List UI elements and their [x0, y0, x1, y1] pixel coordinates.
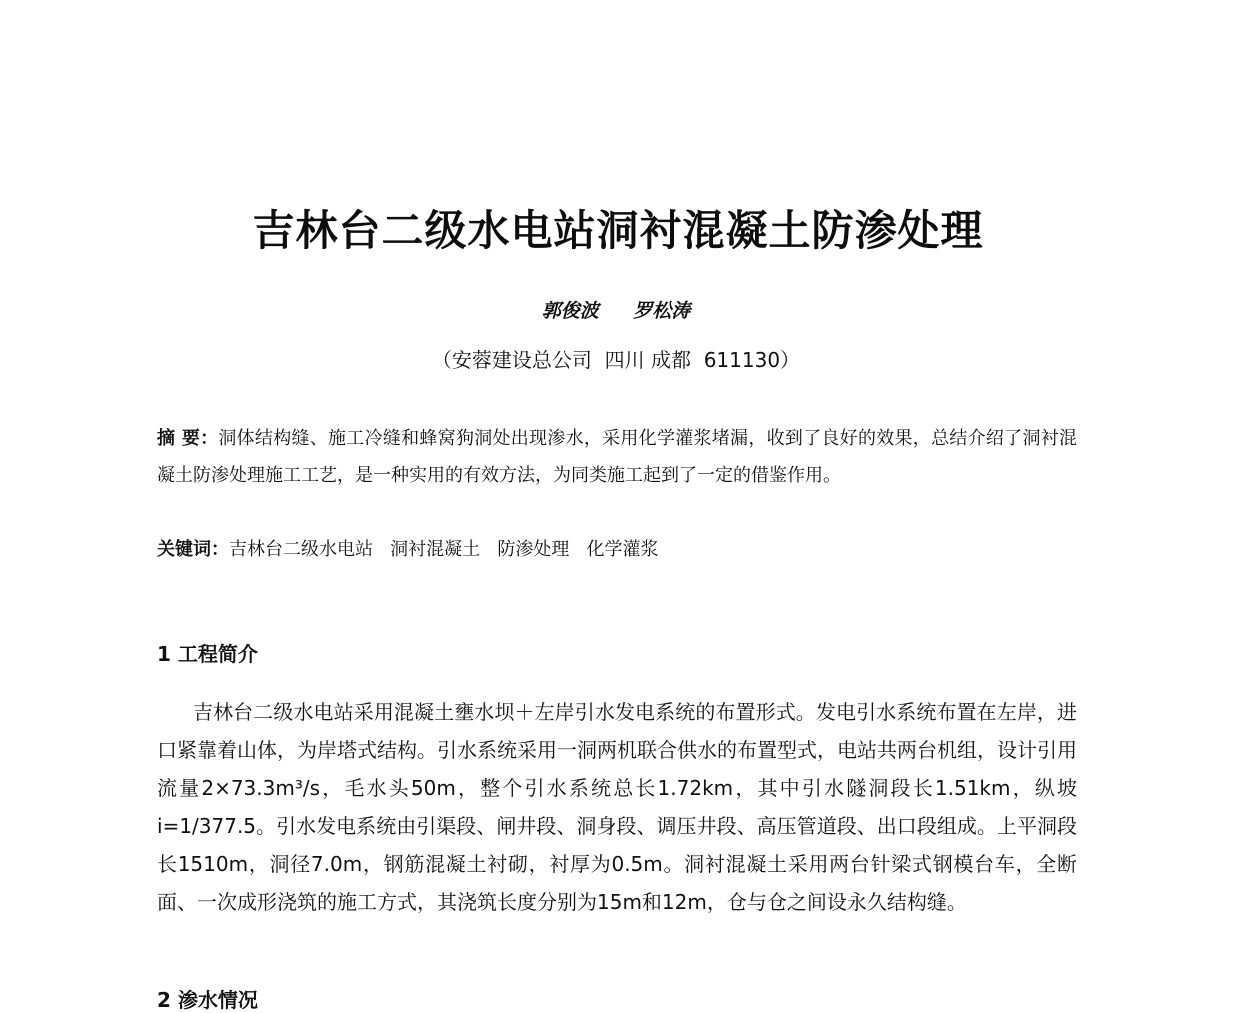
- section-1-heading: 1 工程简介: [157, 641, 258, 666]
- keywords: [157, 531, 1077, 568]
- authors: 郭俊波 罗松涛: [541, 300, 691, 322]
- keywords-label: 关键词：: [157, 539, 229, 560]
- keywords-text: 吉林台二级水电站 洞衬混凝土 防渗处理 化学灌浆: [229, 539, 659, 560]
- abstract: [157, 420, 1077, 494]
- section-1-paragraph: 吉林台二级水电站采用混凝土壅水坝＋左岸引水发电系统的布置形式。发电引水系统布置在左岸，进口紧靠着山体，为岸塔式结构。引水系统采用一洞两机联合供水的布置型式，电站共两台机组，设计引用流量2×73.3m³/s，毛水头50m，整个引水系统总长1.72km，其中引水隧洞段长1.51km，纵坡i=1/377.5。引水发电系统由引渠段、闸井段、洞身段、调压井段、高压管道段、出口段组成。上平洞段长1510m，洞径7.0m，钢筋混凝土衬砌，衬厚为0.5m。洞衬混凝土采用两台针梁式钢模台车，全断面、一次成形浇筑的施工方式，其浇筑长度分别为15m和12m，仓与仓之间设永久结构缝。: [157, 700, 1077, 914]
- abstract-text: 洞体结构缝、施工冷缝和蜂窝狗洞处出现渗水，采用化学灌浆堵漏，收到了良好的效果，总结介绍了洞衬混凝土防渗处理施工工艺，是一种实用的有效方法，为同类施工起到了一定的借鉴作用。: [157, 428, 1077, 486]
- abstract-label: 摘 要：: [157, 428, 219, 449]
- section-2-heading: 2 渗水情况: [157, 987, 258, 1012]
- paper-title: 吉林台二级水电站洞衬混凝土防渗处理: [252, 206, 984, 256]
- affiliation: （安蓉建设总公司 四川 成都 611130）: [431, 348, 801, 372]
